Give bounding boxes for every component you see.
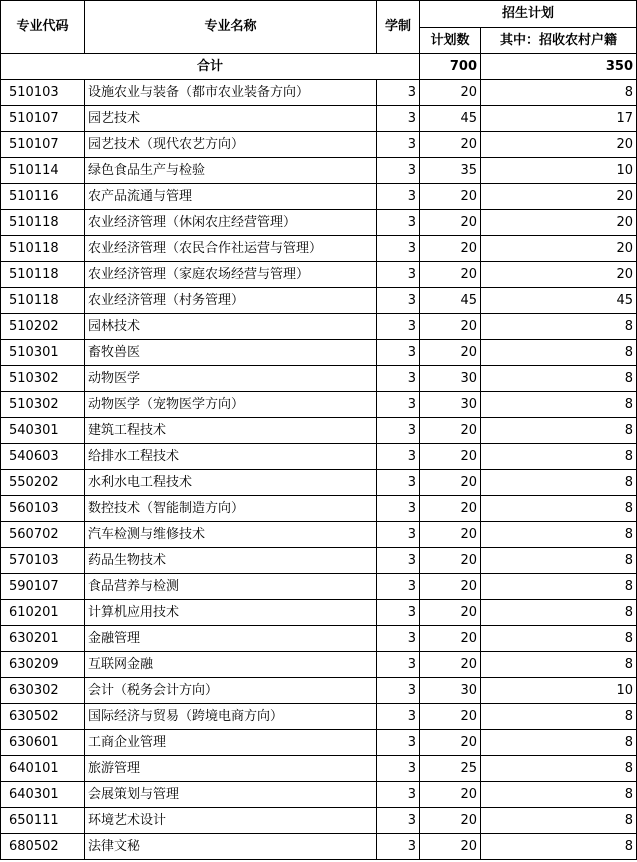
plan-count-cell: 30 <box>420 678 481 704</box>
plan-count-cell: 20 <box>420 522 481 548</box>
table-row <box>1 626 637 652</box>
major-code-cell: 630601 <box>1 730 85 756</box>
years-cell: 3 <box>377 600 420 626</box>
rural-quota-cell: 8 <box>481 626 637 652</box>
plan-count-cell: 20 <box>420 470 481 496</box>
table-row <box>1 470 637 496</box>
plan-count-cell: 20 <box>420 418 481 444</box>
years-cell: 3 <box>377 574 420 600</box>
years-cell: 3 <box>377 418 420 444</box>
years-cell: 3 <box>377 470 420 496</box>
years-cell: 3 <box>377 834 420 860</box>
major-name-cell: 法律文秘 <box>85 834 377 860</box>
years-cell: 3 <box>377 288 420 314</box>
plan-count-cell: 20 <box>420 184 481 210</box>
years-cell: 3 <box>377 522 420 548</box>
major-code-cell: 510107 <box>1 106 85 132</box>
plan-count-cell: 35 <box>420 158 481 184</box>
major-name-cell: 国际经济与贸易（跨境电商方向） <box>85 704 377 730</box>
rural-quota-cell: 20 <box>481 262 637 288</box>
rural-quota-cell: 8 <box>481 522 637 548</box>
years-cell: 3 <box>377 366 420 392</box>
plan-count-cell: 45 <box>420 288 481 314</box>
major-name-cell: 农业经济管理（休闲农庄经营管理） <box>85 210 377 236</box>
major-code-cell: 540301 <box>1 418 85 444</box>
rural-quota-cell: 8 <box>481 418 637 444</box>
years-cell: 3 <box>377 808 420 834</box>
plan-count-cell: 20 <box>420 704 481 730</box>
total-label: 合计 <box>1 54 420 80</box>
rural-quota-cell: 8 <box>481 704 637 730</box>
table-row <box>1 80 637 106</box>
years-cell: 3 <box>377 548 420 574</box>
major-name-cell: 畜牧兽医 <box>85 340 377 366</box>
major-name-cell: 金融管理 <box>85 626 377 652</box>
years-cell: 3 <box>377 80 420 106</box>
major-name-cell: 园林技术 <box>85 314 377 340</box>
rural-quota-cell: 8 <box>481 574 637 600</box>
table-row <box>1 652 637 678</box>
major-code-cell: 630502 <box>1 704 85 730</box>
plan-count-cell: 20 <box>420 496 481 522</box>
major-name-cell: 动物医学（宠物医学方向） <box>85 392 377 418</box>
years-cell: 3 <box>377 496 420 522</box>
major-name-cell: 会计（税务会计方向） <box>85 678 377 704</box>
major-code-cell: 590107 <box>1 574 85 600</box>
major-name-cell: 旅游管理 <box>85 756 377 782</box>
major-name-cell: 园艺技术（现代农艺方向） <box>85 132 377 158</box>
rural-quota-cell: 10 <box>481 678 637 704</box>
plan-count-cell: 20 <box>420 626 481 652</box>
plan-count-cell: 20 <box>420 236 481 262</box>
table-row <box>1 834 637 860</box>
major-code-cell: 510202 <box>1 314 85 340</box>
years-cell: 3 <box>377 262 420 288</box>
major-name-cell: 数控技术（智能制造方向） <box>85 496 377 522</box>
years-cell: 3 <box>377 340 420 366</box>
plan-count-cell: 25 <box>420 756 481 782</box>
plan-count-cell: 20 <box>420 574 481 600</box>
rural-quota-cell: 20 <box>481 236 637 262</box>
header-plan-count: 计划数 <box>420 27 481 54</box>
years-cell: 3 <box>377 626 420 652</box>
table-row <box>1 184 637 210</box>
major-name-cell: 互联网金融 <box>85 652 377 678</box>
rural-quota-cell: 8 <box>481 444 637 470</box>
major-code-cell: 510301 <box>1 340 85 366</box>
years-cell: 3 <box>377 678 420 704</box>
plan-count-cell: 20 <box>420 340 481 366</box>
rural-quota-cell: 8 <box>481 808 637 834</box>
major-name-cell: 农业经济管理（村务管理） <box>85 288 377 314</box>
table-row <box>1 730 637 756</box>
major-code-cell: 630209 <box>1 652 85 678</box>
table-row <box>1 210 637 236</box>
years-cell: 3 <box>377 106 420 132</box>
rural-quota-cell: 8 <box>481 834 637 860</box>
total-row <box>1 54 637 80</box>
major-code-cell: 510302 <box>1 366 85 392</box>
major-code-cell: 640101 <box>1 756 85 782</box>
table-row <box>1 756 637 782</box>
major-code-cell: 510116 <box>1 184 85 210</box>
rural-quota-cell: 8 <box>481 730 637 756</box>
table-row <box>1 574 637 600</box>
major-code-cell: 540603 <box>1 444 85 470</box>
rural-quota-cell: 8 <box>481 366 637 392</box>
rural-quota-cell: 10 <box>481 158 637 184</box>
years-cell: 3 <box>377 782 420 808</box>
years-cell: 3 <box>377 652 420 678</box>
header-major-name: 专业名称 <box>85 1 377 54</box>
major-name-cell: 农业经济管理（家庭农场经营与管理） <box>85 262 377 288</box>
years-cell: 3 <box>377 756 420 782</box>
table-row <box>1 262 637 288</box>
rural-quota-cell: 8 <box>481 652 637 678</box>
rural-quota-cell: 8 <box>481 496 637 522</box>
rural-quota-cell: 8 <box>481 782 637 808</box>
major-code-cell: 510118 <box>1 262 85 288</box>
major-code-cell: 650111 <box>1 808 85 834</box>
rural-quota-cell: 8 <box>481 314 637 340</box>
plan-count-cell: 20 <box>420 834 481 860</box>
major-code-cell: 630302 <box>1 678 85 704</box>
years-cell: 3 <box>377 132 420 158</box>
rural-quota-cell: 8 <box>481 340 637 366</box>
years-cell: 3 <box>377 704 420 730</box>
rural-quota-cell: 20 <box>481 184 637 210</box>
header-rural-quota: 其中：招收农村户籍 <box>481 27 637 54</box>
major-name-cell: 环境艺术设计 <box>85 808 377 834</box>
rural-quota-cell: 45 <box>481 288 637 314</box>
plan-count-cell: 30 <box>420 366 481 392</box>
rural-quota-cell: 8 <box>481 756 637 782</box>
table-row <box>1 132 637 158</box>
major-name-cell: 动物医学 <box>85 366 377 392</box>
major-name-cell: 水利水电工程技术 <box>85 470 377 496</box>
major-code-cell: 570103 <box>1 548 85 574</box>
rural-quota-cell: 8 <box>481 548 637 574</box>
years-cell: 3 <box>377 392 420 418</box>
major-name-cell: 会展策划与管理 <box>85 782 377 808</box>
table-row <box>1 444 637 470</box>
years-cell: 3 <box>377 210 420 236</box>
major-name-cell: 绿色食品生产与检验 <box>85 158 377 184</box>
plan-count-cell: 20 <box>420 80 481 106</box>
major-code-cell: 630201 <box>1 626 85 652</box>
table-row <box>1 288 637 314</box>
major-code-cell: 560103 <box>1 496 85 522</box>
years-cell: 3 <box>377 444 420 470</box>
plan-count-cell: 20 <box>420 314 481 340</box>
plan-count-cell: 20 <box>420 210 481 236</box>
rural-quota-cell: 8 <box>481 470 637 496</box>
rural-quota-cell: 17 <box>481 106 637 132</box>
plan-count-cell: 20 <box>420 652 481 678</box>
major-name-cell: 农业经济管理（农民合作社运营与管理） <box>85 236 377 262</box>
table-row <box>1 808 637 834</box>
rural-quota-cell: 8 <box>481 392 637 418</box>
table-row <box>1 548 637 574</box>
major-code-cell: 510118 <box>1 288 85 314</box>
plan-count-cell: 20 <box>420 808 481 834</box>
table-row <box>1 600 637 626</box>
major-code-cell: 510114 <box>1 158 85 184</box>
table-row <box>1 236 637 262</box>
major-name-cell: 计算机应用技术 <box>85 600 377 626</box>
total-rural: 350 <box>481 54 637 80</box>
plan-count-cell: 20 <box>420 444 481 470</box>
table-row <box>1 704 637 730</box>
table-row <box>1 158 637 184</box>
total-plan: 700 <box>420 54 481 80</box>
plan-count-cell: 20 <box>420 600 481 626</box>
plan-count-cell: 20 <box>420 548 481 574</box>
major-code-cell: 510103 <box>1 80 85 106</box>
plan-count-cell: 45 <box>420 106 481 132</box>
table-row <box>1 522 637 548</box>
major-code-cell: 610201 <box>1 600 85 626</box>
major-code-cell: 560702 <box>1 522 85 548</box>
major-code-cell: 510302 <box>1 392 85 418</box>
table-row <box>1 678 637 704</box>
header-years: 学制 <box>377 1 420 54</box>
years-cell: 3 <box>377 314 420 340</box>
plan-count-cell: 20 <box>420 730 481 756</box>
major-code-cell: 510118 <box>1 236 85 262</box>
major-code-cell: 680502 <box>1 834 85 860</box>
major-name-cell: 给排水工程技术 <box>85 444 377 470</box>
rural-quota-cell: 8 <box>481 80 637 106</box>
rural-quota-cell: 20 <box>481 210 637 236</box>
major-name-cell: 药品生物技术 <box>85 548 377 574</box>
header-enrollment-plan: 招生计划 <box>420 1 637 28</box>
table-row <box>1 496 637 522</box>
major-code-cell: 640301 <box>1 782 85 808</box>
major-name-cell: 工商企业管理 <box>85 730 377 756</box>
years-cell: 3 <box>377 236 420 262</box>
table-row <box>1 366 637 392</box>
table-row <box>1 106 637 132</box>
table-row <box>1 418 637 444</box>
years-cell: 3 <box>377 184 420 210</box>
rural-quota-cell: 20 <box>481 132 637 158</box>
major-name-cell: 建筑工程技术 <box>85 418 377 444</box>
major-name-cell: 设施农业与装备（都市农业装备方向） <box>85 80 377 106</box>
plan-count-cell: 20 <box>420 262 481 288</box>
major-code-cell: 550202 <box>1 470 85 496</box>
major-code-cell: 510107 <box>1 132 85 158</box>
years-cell: 3 <box>377 730 420 756</box>
years-cell: 3 <box>377 158 420 184</box>
major-code-cell: 510118 <box>1 210 85 236</box>
major-name-cell: 汽车检测与维修技术 <box>85 522 377 548</box>
major-name-cell: 农产品流通与管理 <box>85 184 377 210</box>
table-row <box>1 314 637 340</box>
plan-count-cell: 30 <box>420 392 481 418</box>
table-row <box>1 392 637 418</box>
table-row <box>1 340 637 366</box>
major-name-cell: 园艺技术 <box>85 106 377 132</box>
major-name-cell: 食品营养与检测 <box>85 574 377 600</box>
table-row <box>1 782 637 808</box>
plan-count-cell: 20 <box>420 132 481 158</box>
plan-count-cell: 20 <box>420 782 481 808</box>
header-major-code: 专业代码 <box>1 1 85 54</box>
rural-quota-cell: 8 <box>481 600 637 626</box>
